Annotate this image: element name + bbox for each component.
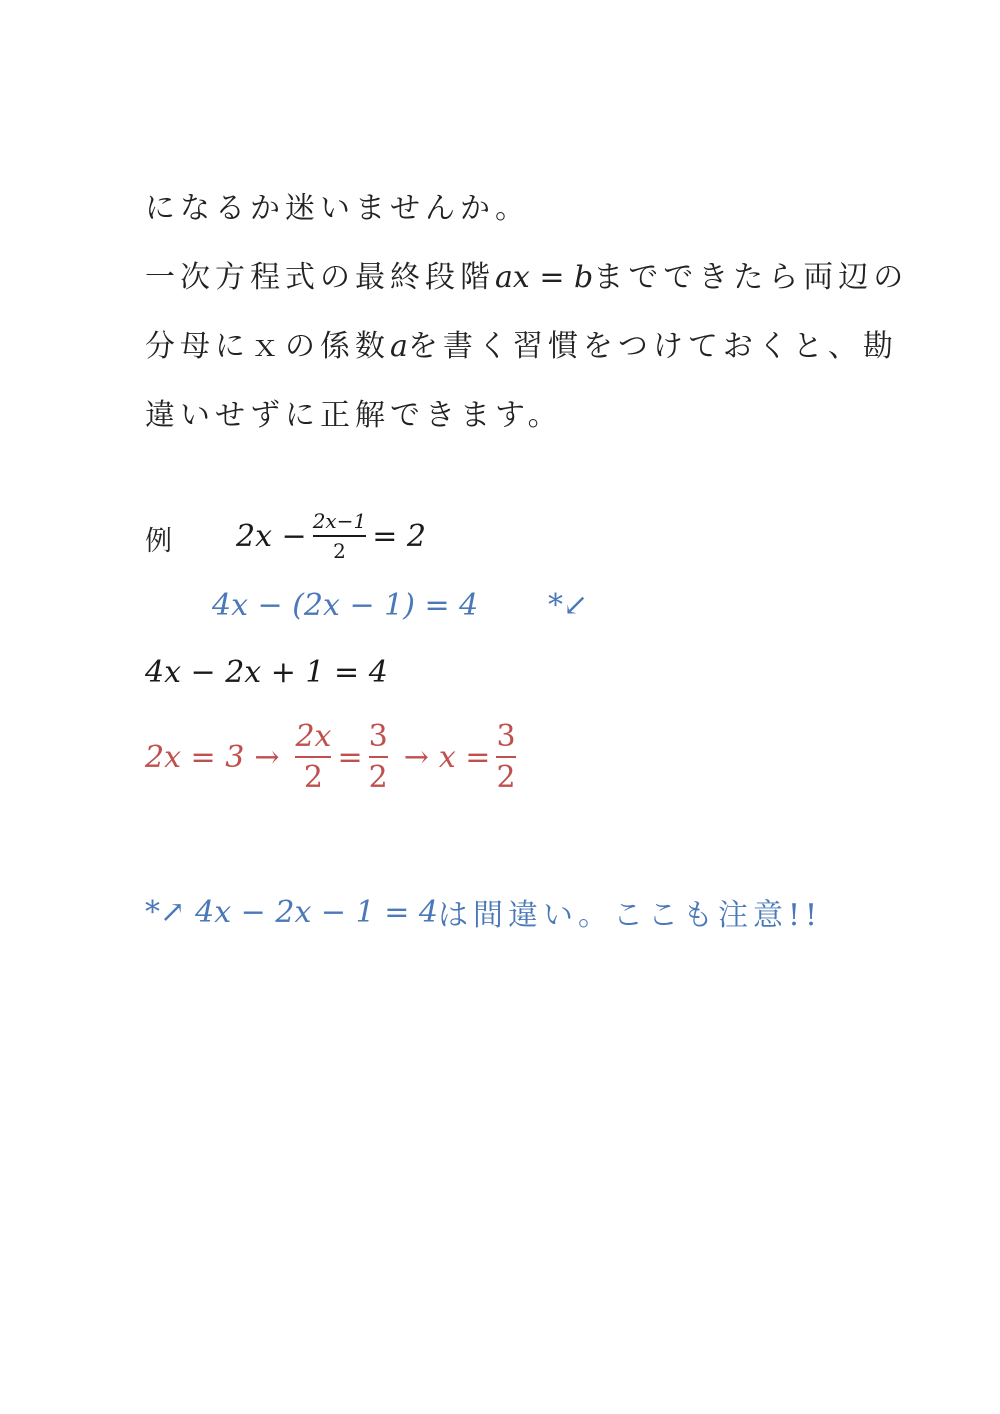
equation-1 (236, 510, 426, 562)
fraction-bar (369, 756, 388, 758)
eq1-denominator: 2 (333, 539, 346, 563)
example-label (145, 519, 177, 558)
equation-2 (212, 588, 478, 623)
paragraph-text: 分母にｘの係数 (145, 329, 390, 364)
paragraph-text: 一次方程式の最終段階 (145, 260, 495, 295)
paragraph-line-3 (145, 321, 898, 365)
inline-math: a (390, 329, 408, 364)
paragraph-line-2 (145, 252, 908, 296)
eq2-note-marker: *↙ (548, 588, 589, 623)
paragraph-text: 違いせずに正解できます。 (145, 398, 563, 433)
arrow: → (254, 739, 280, 775)
eq1-fraction (313, 510, 367, 562)
paragraph-line-4 (145, 390, 563, 434)
fraction-bar (496, 756, 515, 758)
fraction-bar (295, 756, 331, 758)
eq4-frac3-numerator: 3 (496, 719, 516, 754)
eq4-frac1-numerator: 2x (295, 719, 332, 754)
eq4-fraction-1 (295, 720, 331, 794)
eq4-x: x = (438, 739, 491, 775)
example-label-text: 例 (145, 526, 177, 557)
paragraph-line-1 (145, 183, 530, 227)
paragraph-text: を書く習慣をつけておくと、勘 (407, 329, 898, 364)
eq4-frac1-denominator: 2 (303, 760, 323, 795)
eq1-numerator: 2x−1 (312, 509, 367, 533)
eq1-left: 2x − (236, 518, 307, 554)
equation-4 (145, 720, 522, 794)
eq3-text: 4x − 2x + 1 = 4 (145, 655, 388, 690)
note-marker: *↗ (145, 894, 186, 930)
inline-math: ax = b (495, 260, 594, 295)
note-math: 4x − 2x − 1 = 4 (195, 894, 438, 930)
warning-note (145, 890, 822, 934)
eq4-frac2-denominator: 2 (368, 760, 388, 795)
eq4-a: 2x = 3 (145, 739, 245, 775)
equation-3 (145, 655, 388, 690)
paragraph-text: までできたら両辺の (593, 260, 909, 295)
fraction-bar (313, 535, 367, 537)
paragraph-text: になるか迷いませんか。 (145, 191, 530, 226)
eq4-fraction-3 (496, 720, 515, 794)
equals-sign: = (337, 739, 363, 775)
arrow: → (403, 739, 429, 775)
eq4-fraction-2 (369, 720, 388, 794)
note-text: は間違い。ここも注意!! (437, 898, 823, 933)
eq4-frac2-numerator: 3 (368, 719, 388, 754)
eq2-text: 4x − (2x − 1) = 4 (212, 588, 479, 623)
eq4-frac3-denominator: 2 (496, 760, 516, 795)
eq1-right: = 2 (372, 518, 426, 554)
equation-2-note (548, 588, 588, 623)
